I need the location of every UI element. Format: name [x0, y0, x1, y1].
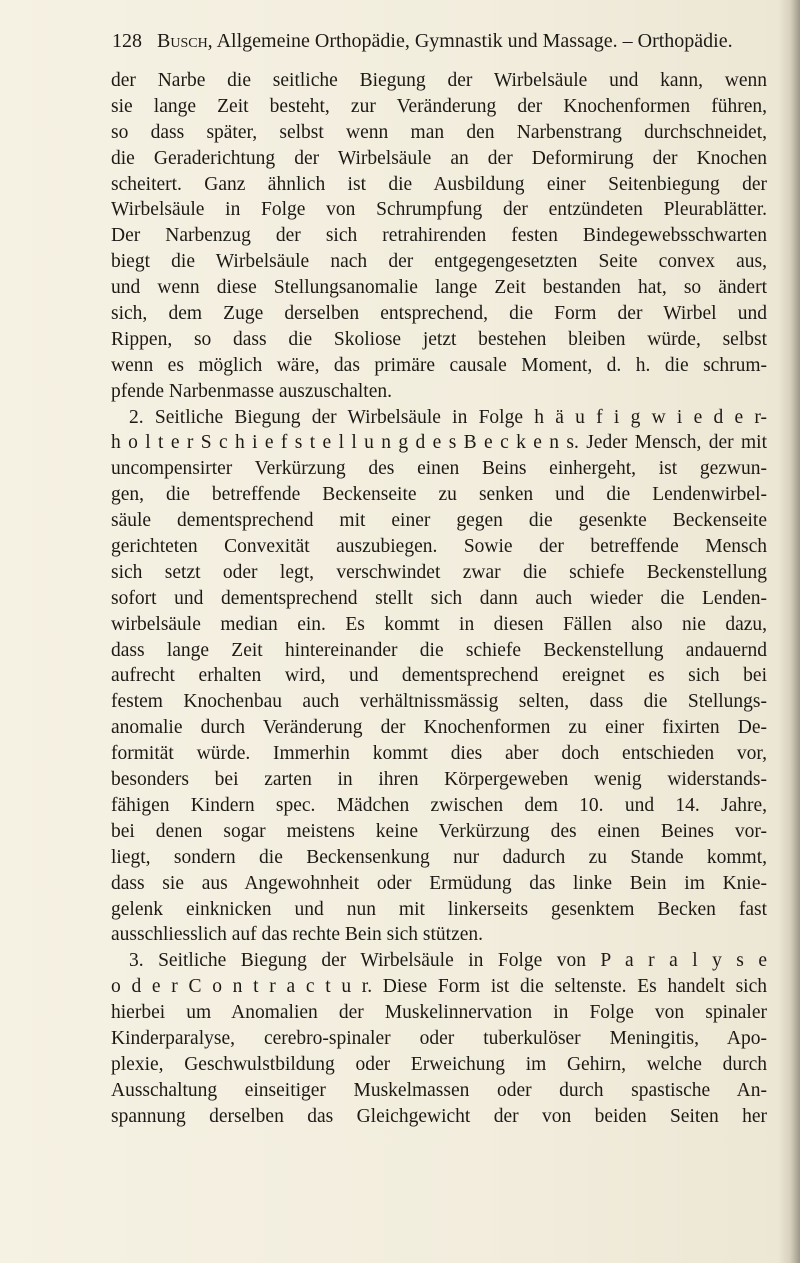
text-line: liegt, sondern die Beckensenkung nur dadurch zu Stande kommt, — [111, 846, 767, 868]
running-head-title — [157, 26, 733, 56]
text-line: o d e r C o n t r a c t u r. Diese Form ist die seltenste. Es handelt sich — [111, 976, 767, 998]
text-line: aufrecht erhalten wird, und dementsprechend ereignet es sich bei — [111, 665, 767, 687]
running-header — [112, 26, 772, 56]
text-line: spannung derselben das Gleichgewicht der von beiden Seiten her — [111, 1105, 767, 1127]
text-line: ausschliesslich auf das rechte Bein sich stützen. — [111, 924, 484, 946]
page-number: 128 — [112, 30, 142, 52]
text-line: sie lange Zeit besteht, zur Veränderung der Knochenformen führen, — [111, 95, 767, 117]
text-line: die Geraderichtung der Wirbelsäule an der Deformirung der Knochen — [111, 147, 767, 169]
text-line: bei denen sogar meistens keine Verkürzung des einen Beines vor- — [111, 820, 767, 842]
text-line: der Narbe die seitliche Biegung der Wirbelsäule und kann, wenn — [111, 70, 767, 91]
text-line: dass lange Zeit hintereinander die schiefe Beckenstellung andauernd — [111, 639, 767, 661]
text-line: biegt die Wirbelsäule nach der entgegengesetzten Seite convex aus, — [111, 251, 767, 273]
text-line: gelenk einknicken und nun mit linkerseits gesenktem Becken fast — [111, 898, 767, 920]
text-line: gen, die betreffende Beckenseite zu senken und die Lendenwirbel- — [111, 484, 767, 506]
text-line: und wenn diese Stellungsanomalie lange Zeit bestanden hat, so ändert — [111, 277, 767, 299]
text-line: besonders bei zarten in ihren Körpergeweben wenig widerstands- — [111, 769, 767, 791]
section-3-heading-line: 3. Seitliche Biegung der Wirbelsäule in Folge von P a r a l y s e — [129, 950, 767, 972]
text-line: plexie, Geschwulstbildung oder Erweichung im Gehirn, welche durch — [111, 1053, 767, 1075]
section-2-heading-line: 2. Seitliche Biegung der Wirbelsäule in Folge h ä u f i g w i e d e r- — [129, 406, 767, 428]
text-line: fähigen Kindern spec. Mädchen zwischen dem 10. und 14. Jahre, — [111, 794, 767, 816]
body-text — [111, 68, 767, 1130]
text-line: anomalie durch Veränderung der Knochenformen zu einer fixirten De- — [111, 717, 767, 739]
text-line: Kinderparalyse, cerebro-spinaler oder tuberkulöser Meningitis, Apo- — [111, 1027, 767, 1049]
text-line: wenn es möglich wäre, das primäre causale Moment, d. h. die schrum- — [111, 354, 767, 376]
running-head-author: Busch, — [157, 30, 213, 52]
text-line: Wirbelsäule in Folge von Schrumpfung der entzündeten Pleurablätter. — [111, 199, 767, 221]
text-line: festem Knochenbau auch verhältnissmässig selten, dass die Stellungs- — [111, 691, 767, 713]
text-line: h o l t e r S c h i e f s t e l l u n g d e s B e c k e n s. Jeder Mensch, der mit — [111, 432, 767, 454]
running-head-rest: Allgemeine Orthopädie, Gymnastik und Massage. – Orthopädie. — [216, 30, 733, 52]
text-line: pfende Narbenmasse auszuschalten. — [111, 380, 393, 402]
text-line: wirbelsäule median ein. Es kommt in diesen Fällen also nie dazu, — [111, 613, 767, 635]
text-line: so dass später, selbst wenn man den Narbenstrang durchschneidet, — [111, 121, 767, 143]
text-line: scheitert. Ganz ähnlich ist die Ausbildung einer Seitenbiegung der — [111, 173, 767, 195]
text-line: gerichteten Convexität auszubiegen. Sowie der betreffende Mensch — [111, 536, 767, 558]
text-line: dass sie aus Angewohnheit oder Ermüdung das linke Bein im Knie- — [111, 872, 767, 894]
text-line: formität würde. Immerhin kommt dies aber doch entschieden vor, — [111, 743, 767, 765]
text-line: uncompensirter Verkürzung des einen Beins einhergeht, ist gezwun- — [111, 458, 767, 480]
text-line: sich setzt oder legt, verschwindet zwar die schiefe Beckenstellung — [111, 561, 767, 583]
text-line: säule dementsprechend mit einer gegen die gesenkte Beckenseite — [111, 510, 767, 532]
text-line: Rippen, so dass die Skoliose jetzt bestehen bleiben würde, selbst — [111, 328, 767, 350]
text-line: Ausschaltung einseitiger Muskelmassen oder durch spastische An- — [111, 1079, 767, 1101]
text-line: sich, dem Zuge derselben entsprechend, die Form der Wirbel und — [111, 303, 767, 325]
text-line: hierbei um Anomalien der Muskelinnervation in Folge von spinaler — [111, 1002, 767, 1024]
page-edge-shadow — [778, 0, 800, 1263]
text-line: Der Narbenzug der sich retrahirenden festen Bindegewebsschwarten — [111, 225, 767, 247]
text-line: sofort und dementsprechend stellt sich dann auch wieder die Lenden- — [111, 587, 767, 609]
